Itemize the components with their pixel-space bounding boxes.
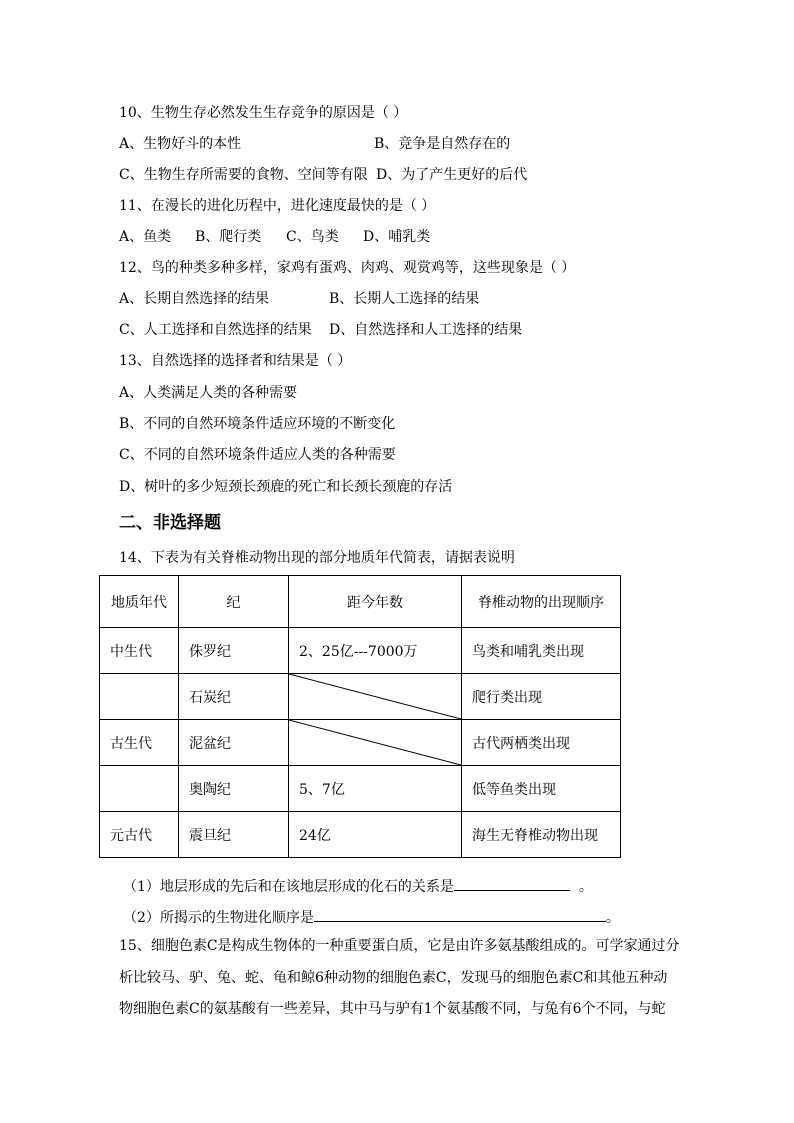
table-cell: 泥盆纪 xyxy=(179,720,289,766)
q13-option-d: D、树叶的多少短颈长颈鹿的死亡和长颈长颈鹿的存活 xyxy=(119,479,453,495)
section-title-non-choice: 二、非选择题 xyxy=(119,513,221,533)
q11-stem: 11、在漫长的进化历程中，进化速度最快的是（ ） xyxy=(119,198,436,214)
geologic-era-table xyxy=(99,575,621,858)
q14-sub2 xyxy=(123,905,620,928)
table-cell: 古生代 xyxy=(100,720,179,766)
q10-option-c: C、生物生存所需要的食物、空间等有限 xyxy=(119,167,368,183)
q15-line3: 物细胞色素C的氨基酸有一些差异，其中马与驴有1个氨基酸不同，与兔有6个不同，与蛇 xyxy=(119,1001,666,1017)
table-row xyxy=(100,674,621,720)
table-cell: 24亿 xyxy=(289,812,462,858)
q10-options-row2 xyxy=(119,165,528,185)
q12-option-a: A、长期自然选择的结果 xyxy=(119,291,270,307)
q11-option-a: A、鱼类 xyxy=(119,229,172,245)
q10-option-a: A、生物好斗的本性 xyxy=(119,136,242,152)
diagonal-slash xyxy=(289,720,461,765)
q14-sub1-end: 。 xyxy=(578,879,593,895)
table-cell: 爬行类出现 xyxy=(462,674,621,720)
q13-option-c: C、不同的自然环境条件适应人类的各种需要 xyxy=(119,447,396,463)
q14-stem: 14、下表为有关脊椎动物出现的部分地质年代简表，请据表说明 xyxy=(119,550,515,566)
q12-stem: 12、鸟的种类多种多样，家鸡有蛋鸡、肉鸡、观赏鸡等，这些现象是（ ） xyxy=(119,260,576,276)
q14-sub2-end: 。 xyxy=(605,910,620,926)
q13-stem: 13、自然选择的选择者和结果是（ ） xyxy=(119,353,352,369)
q11-options xyxy=(119,227,431,247)
table-cell: 元古代 xyxy=(100,812,179,858)
q12-options-row1 xyxy=(119,289,480,309)
q13-option-a: A、人类满足人类的各种需要 xyxy=(119,385,298,401)
q12-option-c: C、人工选择和自然选择的结果 xyxy=(119,322,312,338)
q10-options-row1 xyxy=(119,134,511,154)
q12-option-d: D、自然选择和人工选择的结果 xyxy=(329,322,523,338)
q10-option-b: B、竞争是自然存在的 xyxy=(374,136,511,152)
q12-options-row2 xyxy=(119,320,523,340)
q13-option-b: B、不同的自然环境条件适应环境的不断变化 xyxy=(119,416,396,432)
q10-stem: 10、生物生存必然发生生存竞争的原因是（ ） xyxy=(119,105,408,121)
q14-sub1-text: （1）地层形成的先后和在该地层形成的化石的关系是 xyxy=(123,879,454,895)
table-cell: 奥陶纪 xyxy=(179,766,289,812)
table-header-cell: 脊椎动物的出现顺序 xyxy=(462,576,621,628)
table-cell-diagonal xyxy=(289,674,462,720)
table-header-cell: 距今年数 xyxy=(289,576,462,628)
q11-option-c: C、鸟类 xyxy=(286,229,339,245)
table-cell: 石炭纪 xyxy=(179,674,289,720)
q14-sub2-answer-blank[interactable] xyxy=(314,905,606,922)
q12-option-b: B、长期人工选择的结果 xyxy=(329,291,480,307)
table-cell: 2、25亿---7000万 xyxy=(289,628,462,674)
table-row xyxy=(100,766,621,812)
table-header-row xyxy=(100,576,621,628)
diagonal-slash xyxy=(289,674,461,719)
table-cell: 中生代 xyxy=(100,628,179,674)
table-cell: 5、7亿 xyxy=(289,766,462,812)
q14-sub1 xyxy=(123,874,593,897)
table-row xyxy=(100,628,621,674)
q11-option-b: B、爬行类 xyxy=(195,229,262,245)
table-header-cell: 地质年代 xyxy=(100,576,179,628)
table-cell: 低等鱼类出现 xyxy=(462,766,621,812)
q10-option-d: D、为了产生更好的后代 xyxy=(376,167,528,183)
table-cell: 海生无脊椎动物出现 xyxy=(462,812,621,858)
q11-option-d: D、哺乳类 xyxy=(363,229,431,245)
q15-line1: 15、细胞色素C是构成生物体的一种重要蛋白质，它是由许多氨基酸组成的。可学家通过分 xyxy=(119,938,680,954)
table-cell: 古代两栖类出现 xyxy=(462,720,621,766)
table-cell: 侏罗纪 xyxy=(179,628,289,674)
table-cell-diagonal xyxy=(289,720,462,766)
q15-line2: 析比较马、驴、兔、蛇、龟和鲸6种动物的细胞色素C，发现马的细胞色素C和其他五种动 xyxy=(119,970,668,986)
table-cell xyxy=(100,766,179,812)
table-header-cell: 纪 xyxy=(179,576,289,628)
q14-sub1-answer-blank[interactable] xyxy=(454,874,570,891)
table-cell: 鸟类和哺乳类出现 xyxy=(462,628,621,674)
table-row xyxy=(100,720,621,766)
table-cell: 震旦纪 xyxy=(179,812,289,858)
q14-sub2-text: （2）所揭示的生物进化顺序是 xyxy=(123,910,314,926)
table-cell xyxy=(100,674,179,720)
table-row xyxy=(100,812,621,858)
